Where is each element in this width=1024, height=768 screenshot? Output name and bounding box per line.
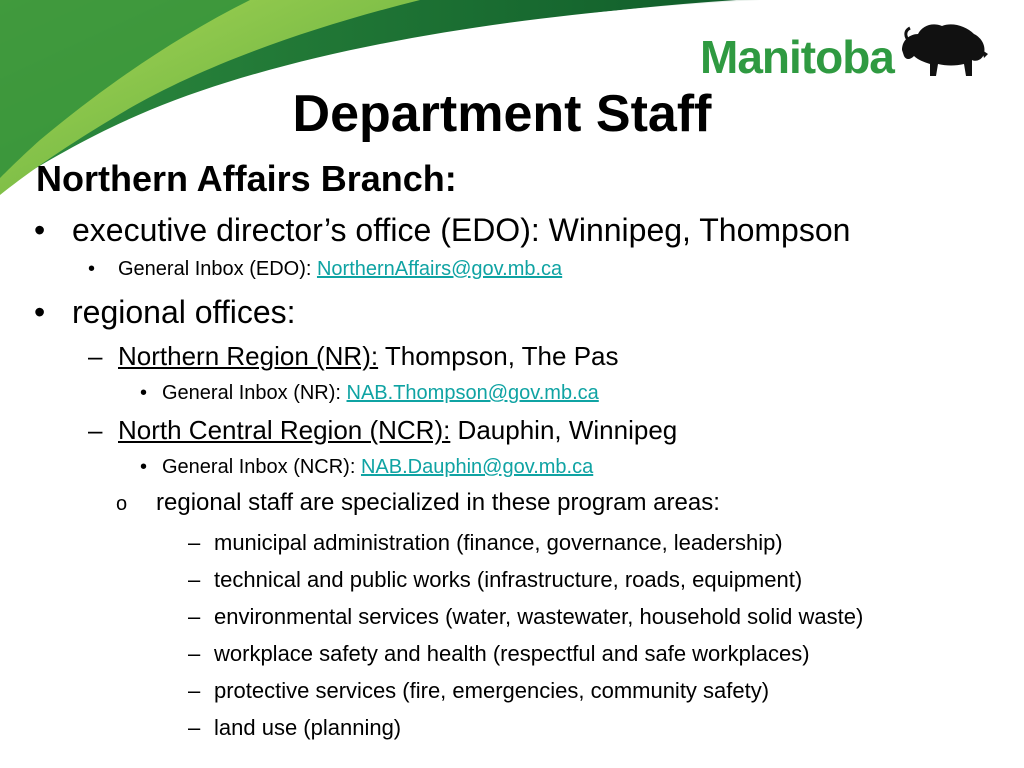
bullet-icon: • — [140, 382, 148, 404]
nr-locations: Thompson, The Pas — [378, 341, 619, 371]
bullet-icon: • — [88, 258, 96, 280]
page-title: Department Staff — [292, 85, 712, 143]
bison-icon — [896, 20, 988, 82]
dash-icon: – — [88, 415, 103, 445]
list-item-ncr — [88, 415, 677, 446]
program-area-item — [188, 567, 802, 593]
nr-name: Northern Region (NR): — [118, 341, 379, 371]
program-area-text: protective services (fire, emergencies, community safety) — [214, 678, 770, 703]
program-area-text: land use (planning) — [214, 715, 402, 740]
program-area-item — [188, 715, 401, 741]
nr-inbox-label: General Inbox (NR): — [162, 382, 347, 404]
dash-icon: – — [88, 341, 103, 371]
list-item-regional — [34, 294, 296, 331]
bullet-icon: • — [34, 212, 46, 248]
ncr-name: North Central Region (NCR): — [118, 415, 451, 445]
dash-icon: – — [188, 678, 201, 703]
edo-inbox-label: General Inbox (EDO): — [118, 258, 317, 280]
program-area-text: technical and public works (infrastructure, roads, equipment) — [214, 567, 803, 592]
dash-icon: – — [188, 567, 201, 592]
ncr-locations: Dauphin, Winnipeg — [450, 415, 678, 445]
program-area-text: workplace safety and health (respectful and safe workplaces) — [214, 641, 810, 666]
list-item-nr — [88, 341, 619, 372]
program-area-item — [188, 530, 783, 556]
circle-bullet-icon: o — [116, 493, 128, 515]
bullet-icon: • — [140, 456, 148, 478]
list-item-edo-inbox — [88, 258, 562, 281]
dash-icon: – — [188, 604, 201, 629]
program-area-item — [188, 604, 863, 630]
edo-text: executive director’s office (EDO): Winnipeg, Thompson — [72, 212, 851, 248]
bullet-icon: • — [34, 294, 46, 330]
program-area-item — [188, 678, 769, 704]
logo-text: Manitoba — [700, 31, 894, 83]
branch-heading: Northern Affairs Branch: — [36, 158, 457, 199]
nr-inbox-email-link[interactable]: NAB.Thompson@gov.mb.ca — [346, 382, 599, 404]
ncr-inbox-label: General Inbox (NCR): — [162, 456, 361, 478]
program-area-text: environmental services (water, wastewater, household solid waste) — [214, 604, 864, 629]
program-area-text: municipal administration (finance, governance, leadership) — [214, 530, 783, 555]
program-area-item — [188, 641, 810, 667]
list-item-regional-staff — [116, 489, 720, 517]
list-item-edo — [34, 212, 850, 249]
regional-text: regional offices: — [72, 294, 296, 330]
list-item-ncr-inbox — [140, 456, 593, 479]
manitoba-logo — [700, 16, 990, 86]
edo-inbox-email-link[interactable]: NorthernAffairs@gov.mb.ca — [316, 258, 563, 280]
list-item-nr-inbox — [140, 382, 599, 405]
dash-icon: – — [188, 641, 201, 666]
dash-icon: – — [188, 530, 201, 555]
ncr-inbox-email-link[interactable]: NAB.Dauphin@gov.mb.ca — [360, 456, 594, 478]
dash-icon: – — [188, 715, 201, 740]
regional-staff-text: regional staff are specialized in these program areas: — [156, 489, 720, 516]
